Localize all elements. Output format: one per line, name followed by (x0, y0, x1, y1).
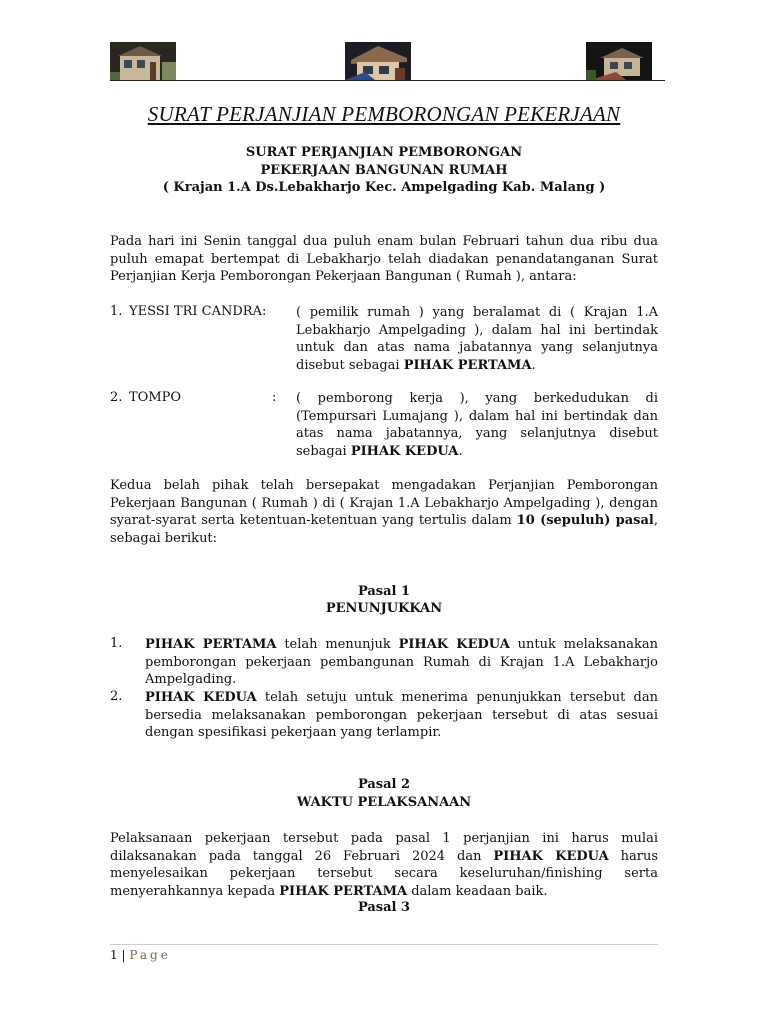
house-photo-middle (345, 42, 411, 80)
footer-divider (110, 944, 658, 945)
pasal-3-number: Pasal 3 (357, 900, 411, 915)
pasal-2-number: Pasal 2 (357, 777, 411, 792)
page-footer (110, 948, 171, 962)
pasal-1-item-1-number: 1. (110, 636, 123, 651)
page-separator: | (121, 948, 126, 962)
party-1-name: YESSI TRI CANDRA: (129, 304, 267, 319)
header-divider (110, 80, 665, 81)
house-photo-right (586, 42, 652, 80)
pasal-1-item-1: PIHAK PERTAMA telah menunjuk PIHAK KEDUA untuk melaksanakan pemborongan pekerjaan pembangunan Rumah di Krajan 1.A Lebakharjo Ampelgading. (145, 637, 658, 687)
party-2-colon: : (272, 390, 277, 405)
page-number: 1 (110, 948, 118, 962)
agreement-paragraph: Kedua belah pihak telah bersepakat mengadakan Perjanjian Pemborongan Pekerjaan Bangunan ( Rumah ) di ( Krajan 1.A Lebakharjo Ampelgading ), dengan syarat-syarat serta ketentuan-ketentuan yang tertulis dalam 10 (sepuluh) pasal, sebagai berikut: (110, 478, 658, 546)
opening-paragraph: Pada hari ini Senin tanggal dua puluh enam bulan Februari tahun dua ribu dua puluh emapat bertempat di Lebakharjo telah diadakan penandatanganan Surat Perjanjian Kerja Pemborongan Pekerjaan Bangunan ( Rumah ), antara: (110, 234, 658, 284)
pasal-1-item-2-number: 2. (110, 689, 123, 704)
party-1-description: ( pemilik rumah ) yang beralamat di ( Krajan 1.A Lebakharjo Ampelgading ), dalam hal ini bertindak untuk dan atas nama jabatannya yang selanjutnya disebut sebagai PIHAK PERTAMA. (296, 305, 658, 373)
header-images (110, 42, 665, 82)
page-label: Page (129, 948, 171, 962)
subtitle-line-3: ( Krajan 1.A Ds.Lebakharjo Kec. Ampelgading Kab. Malang ) (162, 180, 606, 195)
house-photo-left (110, 42, 176, 80)
party-2-number: 2. (110, 390, 123, 405)
subtitle-line-2: PEKERJAAN BANGUNAN RUMAH (260, 163, 508, 178)
subtitle-line-1: SURAT PERJANJIAN PEMBORONGAN (245, 145, 523, 160)
party-2-description: ( pemborong kerja ), yang berkedudukan di (Tempursari Lumajang ), dalam hal ini bertindak dan atas nama jabatannya, yang selanjutnya disebut sebagai PIHAK KEDUA. (296, 391, 658, 459)
pasal-1-title: PENUNJUKKAN (325, 601, 443, 616)
document-title: SURAT PERJANJIAN PEMBORONGAN PEKERJAAN (147, 102, 621, 126)
pasal-1-item-2: PIHAK KEDUA telah setuju untuk menerima penunjukkan tersebut dan bersedia melaksanakan pemborongan pekerjaan tersebut di atas sesuai dengan spesifikasi pekerjaan yang terlampir. (145, 690, 658, 740)
party-2-name: TOMPO (129, 390, 182, 405)
party-1-number: 1. (110, 304, 123, 319)
pasal-1-number: Pasal 1 (357, 584, 411, 599)
pasal-2-paragraph: Pelaksanaan pekerjaan tersebut pada pasal 1 perjanjian ini harus mulai dilaksanakan pada tanggal 26 Februari 2024 dan PIHAK KEDUA harus menyelesaikan pekerjaan tersebut secara keseluruhan/finishing serta menyerahkannya kepada PIHAK PERTAMA dalam keadaan baik. (110, 831, 658, 899)
pasal-2-title: WAKTU PELAKSANAAN (296, 795, 472, 810)
